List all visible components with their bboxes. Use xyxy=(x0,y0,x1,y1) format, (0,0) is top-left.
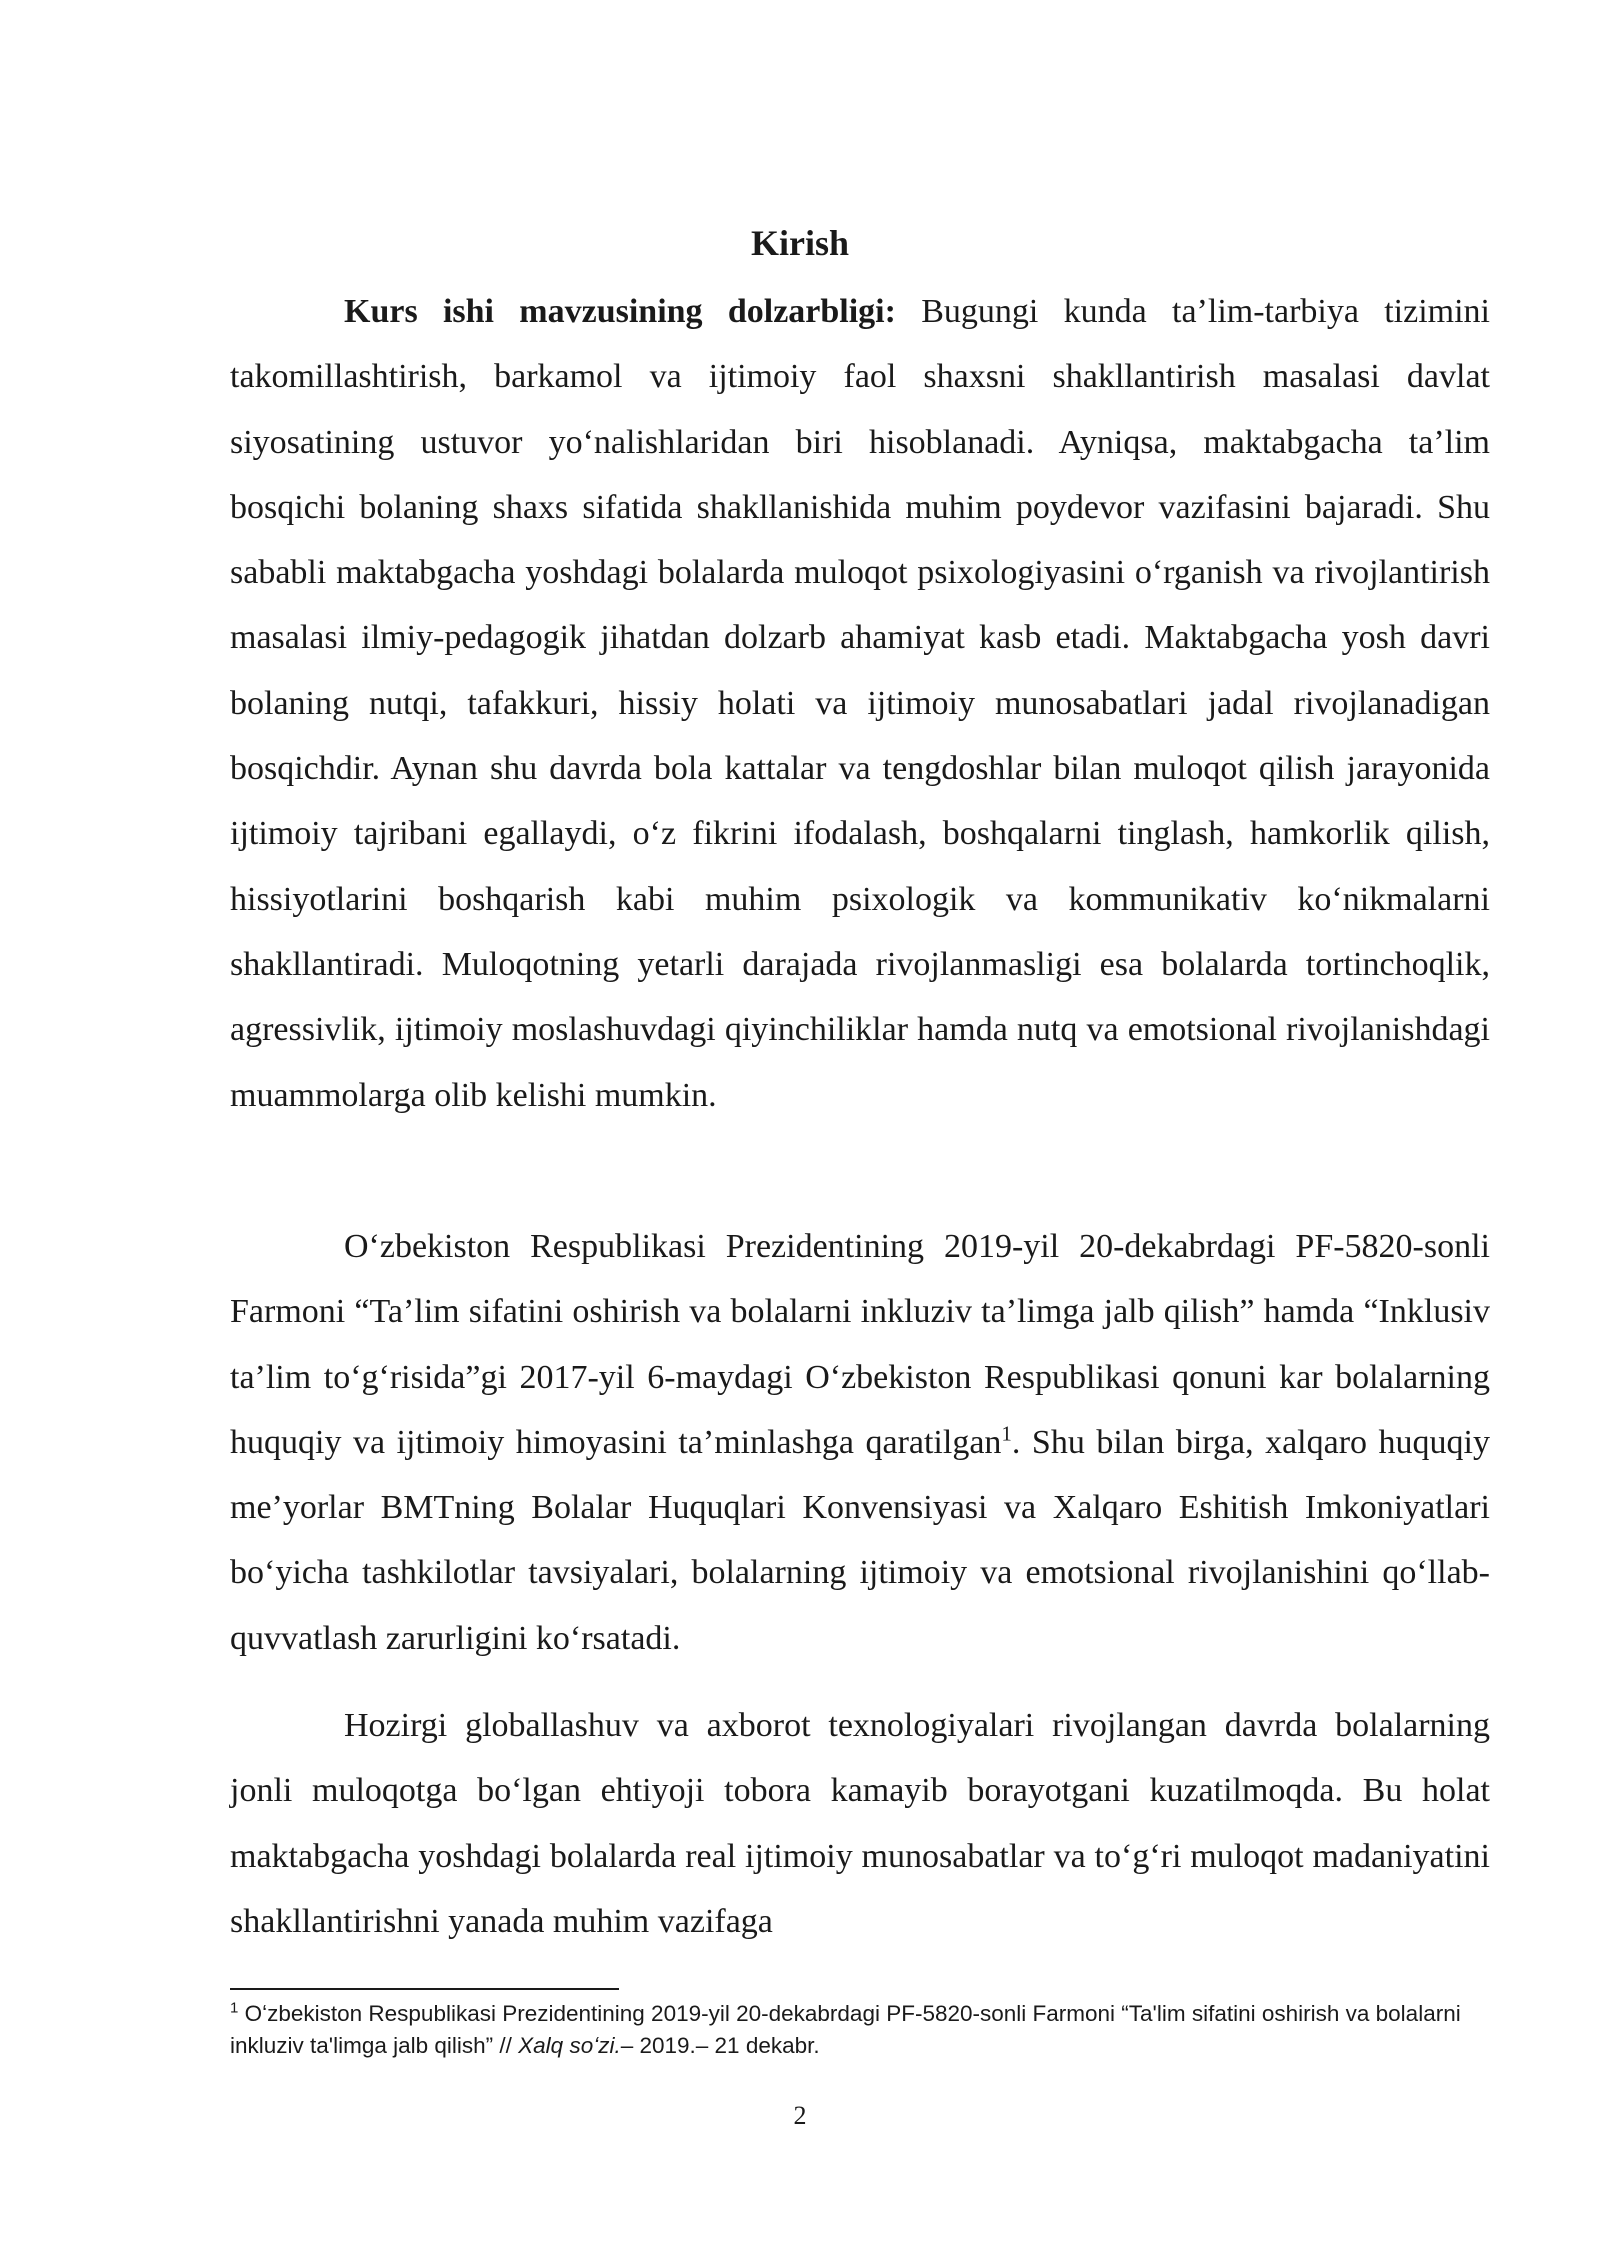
section-heading: Kirish xyxy=(750,223,849,263)
footnote-number: 1 xyxy=(230,1999,239,2017)
legal-text-before: Oʻzbekiston Respublikasi Prezidentining 2019-yil 20-dekabrdagi PF-5820-sonli Farmoni “Ta’lim sifatini oshirish va bolalarni inkluziv ta’limga jalb qilish” hamda “Inklusiv ta’lim toʻgʻrisida”gi 2017-yil 6-maydagi Oʻzbekiston Respublikasi qonuni kar bolalarning huquqiy va ijtimoiy himoyasini ta’minlashga qaratilgan xyxy=(230,1228,1490,1461)
paragraph-globalization xyxy=(230,1693,1490,1954)
legal-text-after: . Shu bilan birga, xalqaro huquqiy me’yorlar BMTning Bolalar Huquqlari Konvensiyasi va Xalqaro Eshitish Imkoniyatlari boʻyicha tashkilotlar tavsiyalari, bolalarning ijtimoiy va emotsional rivojlanishini qoʻllab-quvvatlash zarurligini koʻrsatadi. xyxy=(230,1423,1490,1657)
paragraph-legal-basis xyxy=(230,1214,1490,1671)
footnote-separator xyxy=(230,1988,619,1990)
footnote-text: Oʻzbekiston Respublikasi Prezidentining 2019-yil 20-dekabrdagi PF-5820-sonli Farmoni “Ta'lim sifatini oshirish va bolalarni inkluziv ta'limga jalb qilish” // xyxy=(230,2001,1461,2058)
footnote-date: – 2019.– 21 dekabr. xyxy=(620,2033,820,2058)
footnote-source: Xalq soʻzi. xyxy=(518,2033,621,2058)
globalization-text: Hozirgi globallashuv va axborot texnologiyalari rivojlangan davrda bolalarning jonli muloqotga boʻlgan ehtiyoji tobora kamayib borayotgani kuzatilmoqda. Bu holat maktabgacha yoshdagi bolalarda real ijtimoiy munosabatlar va toʻgʻri muloqot madaniyatini shakllantirishni yanada muhim vazifaga xyxy=(230,1707,1490,1940)
relevance-lead: Kurs ishi mavzusining dolzarbligi: xyxy=(344,293,896,330)
paragraph-relevance xyxy=(230,279,1490,1128)
footnote xyxy=(230,1998,1490,2062)
relevance-text: Bugungi kunda ta’lim-tarbiya tizimini takomillashtirish, barkamol va ijtimoiy faol shaxsni shakllantirish masalasi davlat siyosatining ustuvor yoʻnalishlaridan biri hisoblanadi. Ayniqsa, maktabgacha ta’lim bosqichi bolaning shaxs sifatida shakllanishida muhim poydevor vazifasini bajaradi. Shu sababli maktabgacha yoshdagi bolalarda muloqot psixologiyasini oʻrganish va rivojlantirish masalasi ilmiy-pedagogik jihatdan dolzarb ahamiyat kasb etadi. Maktabgacha yosh davri bolaning nutqi, tafakkuri, hissiy holati va ijtimoiy munosabatlari jadal rivojlanadigan bosqichdir. Aynan shu davrda bola kattalar va tengdoshlar bilan muloqot qilish jarayonida ijtimoiy tajribani egallaydi, oʻz fikrini ifodalash, boshqalarni tinglash, hamkorlik qilish, hissiyotlarini boshqarish kabi muhim psixologik va kommunikativ koʻnikmalarni shakllantiradi. Muloqotning yetarli darajada rivojlanmasligi esa bolalarda tortinchoqlik, agressivlik, ijtimoiy moslashuvdagi qiyinchiliklar hamda nutq va emotsional rivojlanishdagi muammolarga olib kelishi mumkin. xyxy=(230,293,1490,1114)
page-number: 2 xyxy=(793,2101,807,2130)
footnote-reference[interactable]: 1 xyxy=(1001,1421,1012,1446)
